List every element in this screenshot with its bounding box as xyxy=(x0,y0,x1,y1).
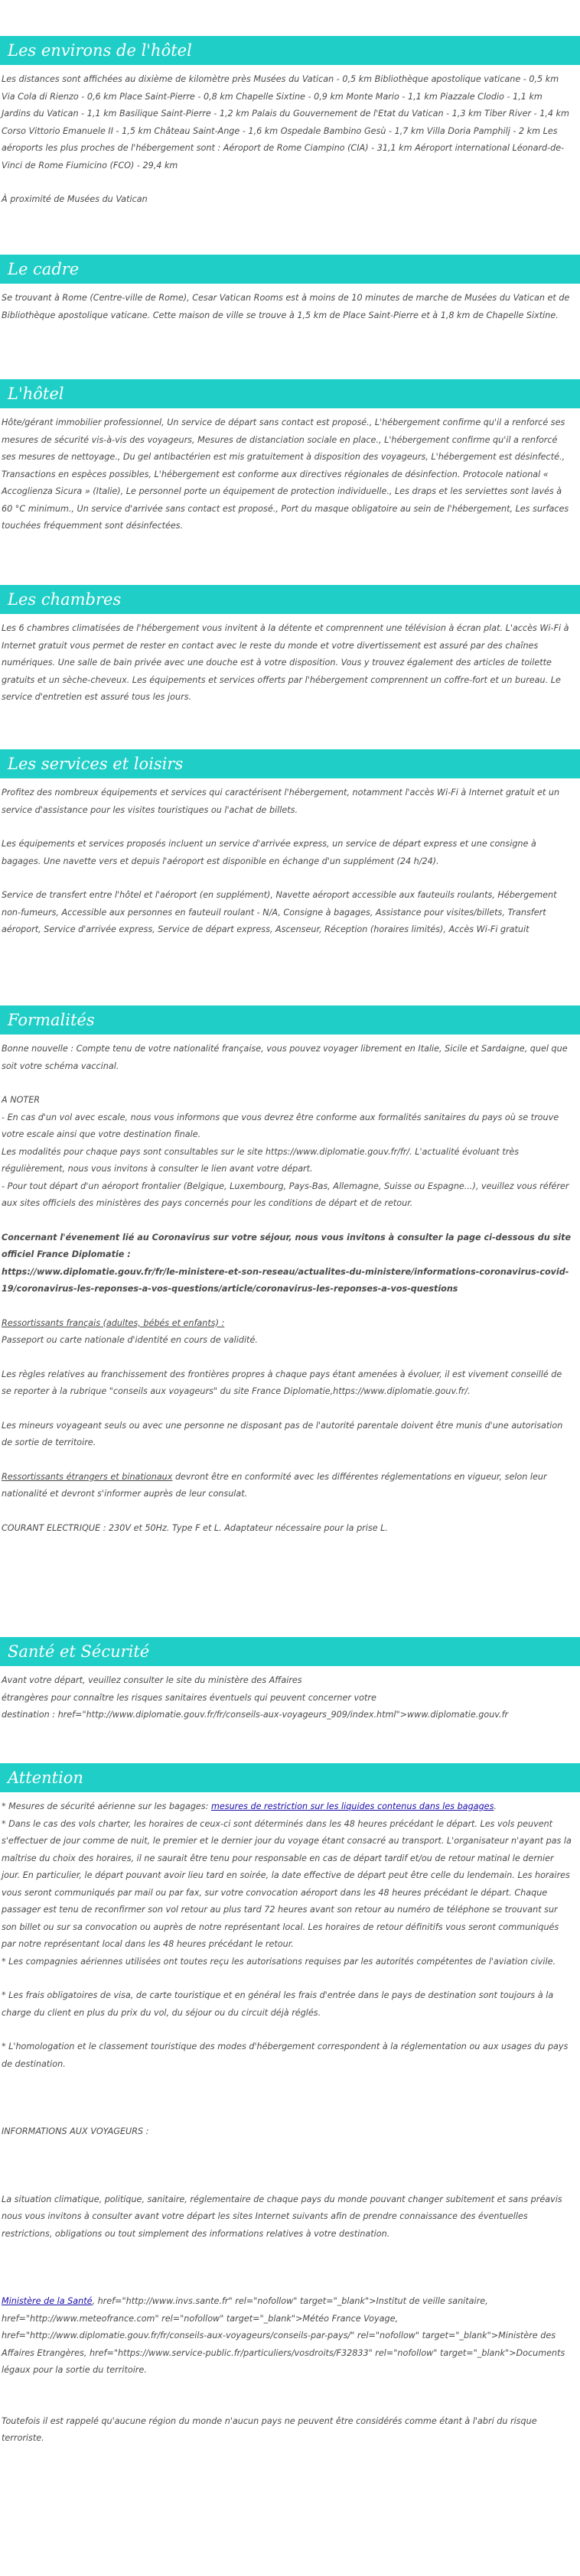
ressortissants-etrangers-text: devront être en conformité avec les différentes réglementations en vigueur, selon leur nationalité et devront s'informer auprès de leur consulat. xyxy=(2,1471,547,1499)
coronavirus-url: https://www.diplomatie.gouv.fr/fr/le-ministere-et-son-reseau/actualites-du-ministere/informations-coronavirus-covid-19/coronavirus-les-reponses-a-vos-questions/article/coronavirus-les-reponses-a-vos-questions xyxy=(2,1266,569,1294)
compagnies-text: * Les compagnies aériennes utilisées ont toutes reçu les autorisations requises par les autorités compétentes de l'aviation civile. xyxy=(2,1956,556,1967)
infos-voyageurs-heading: INFORMATIONS AUX VOYAGEURS : xyxy=(2,2126,149,2136)
terrorisme-text: Toutefois il est rappelé qu'aucune région du monde n'aucun pays ne peuvent être considérés comme étant à l'abri du risque terroriste. xyxy=(2,2415,537,2443)
cadre-text: Se trouvant à Rome (Centre-ville de Rome), Cesar Vatican Rooms est à moins de 10 minutes de marche de Musées du Vatican et de Bibliothèque apostolique vaticane. Cette maison de ville se trouve à 1,5 km de Place Saint-Pierre et à 1,8 km de Chapelle Sixtine. xyxy=(2,293,570,320)
section-title: Les services et loisirs xyxy=(0,749,580,778)
proximity-text: À proximité de Musées du Vatican xyxy=(2,194,148,204)
regles-frontieres: Les règles relatives au franchissement des frontières propres à chaque pays étant amenées à évoluer, il est vivement conseillé de se reporter à la rubrique "conseils aux voyageurs" du site France Diplomatie,https://www.diplomatie.gouv.fr/. xyxy=(2,1369,562,1396)
frais-text: * Les frais obligatoires de visa, de carte touristique et en général les frais d'entrée dans le pays de destination sont toujours à la charge du client en plus du prix du vol, du séjour ou du circuit déjà réglés. xyxy=(2,1990,554,2018)
section-title: Le cadre xyxy=(0,255,580,284)
consulter-text: nous vous invitons à consulter avant votre départ les sites Internet suivants afin de prendre connaissance des éventuelles restrictions, obligations ou tout simplement des informations relatives à votre destination. xyxy=(2,2211,528,2239)
courant-electrique: COURANT ELECTRIQUE : 230V et 50Hz. Type F et L. Adaptateur nécessaire pour la prise L. xyxy=(2,1522,388,1533)
liquides-restriction-link[interactable]: mesures de restriction sur les liquides contenus dans les bagages xyxy=(210,1801,494,1811)
situation-text: La situation climatique, politique, sanitaire, réglementaire de chaque pays du monde pouvant changer subitement et sans préavis xyxy=(2,2194,562,2204)
sante-line-2: étrangères pour connaître les risques sanitaires éventuels qui peuvent concerner votre xyxy=(2,1692,376,1703)
formalites-good-news: Bonne nouvelle : Compte tenu de votre nationalité française, vous pouvez voyager librement en Italie, Sicile et Sardaigne, quel que soit votre schéma vaccinal. xyxy=(2,1044,568,1071)
note-escale: - En cas d'un vol avec escale, nous vous informons que vous devrez être conforme aux formalités sanitaires du pays où se trouve votre escale ainsi que votre destination finale. xyxy=(2,1112,559,1139)
homologation-text: * L'homologation et le classement touristique des modes d'hébergement correspondent à la réglementation ou aux usages du pays de destination. xyxy=(2,2042,569,2069)
sante-line-3: destination : href="http://www.diplomatie.gouv.fr/fr/conseils-aux-voyageurs_909/index.html">www.diplomatie.gouv.fr xyxy=(2,1710,509,1720)
mineurs-text: Les mineurs voyageant seuls ou avec une personne ne disposant pas de l'autorité parentale doivent être munis d'une autorisation de sortie de territoire. xyxy=(2,1420,563,1447)
bagages-text: * Mesures de sécurité aérienne sur les bagages: xyxy=(2,1801,211,1811)
note-heading: A NOTER xyxy=(2,1095,41,1105)
note-modalites: Les modalités pour chaque pays sont consultables sur le site https://www.diplomatie.gouv.fr/fr/. L'actualité évoluant très régulièrement, nous vous invitons à consulter le lien avant votre départ. xyxy=(2,1146,520,1174)
section-services xyxy=(0,749,580,939)
services-text-1: Profitez des nombreux équipements et services qui caractérisent l'hébergement, notamment l'accès Wi-Fi à Internet gratuit et un service d'assistance pour les visites touristiques ou l'achat de billets. xyxy=(2,788,560,815)
ressortissants-etrangers-heading: Ressortissants étrangers et binationaux xyxy=(2,1471,173,1482)
coronavirus-notice: Concernant l'évenement lié au Coronavirus sur votre séjour, nous vous invitons à consulter la page ci-dessous du site officiel France Diplomatie : xyxy=(2,1232,572,1259)
services-text-2: Les équipements et services proposés incluent un service d'arrivée express, un service de départ express et une consigne à bagages. Une navette vers et depuis l'aéroport est disponible en échange d'un supplément (24 h/24). xyxy=(2,839,536,866)
distances-text: Les distances sont affichées au dixième de kilomètre près Musées du Vatican - 0,5 km Bibliothèque apostolique vaticane - 0,5 km Via Cola di Rienzo - 0,6 km Place Saint-Pierre - 0,8 km Chapelle Sixtine - 0,9 km Monte Mario - 1,1 km Piazzale Clodio - 1,1 km Jardins du Vatican - 1,1 km Basilique Saint-Pierre - 1,2 km Palais du Gouvernement de l'Etat du Vatican - 1,3 km Tiber River - 1,4 km Corso Vittorio Emanuele II - 1,5 km Château Saint-Ange - 1,6 km Ospedale Bambino Gesù - 1,7 km Villa Doria Pamphilj - 2 km Les aéroports les plus proches de l'hébergement sont : Aéroport de Rome Ciampino (CIA) - 31,1 km Aéroport international Léonard-de-Vinci de Rome Fiumicino (FCO) - 29,4 km xyxy=(2,74,569,171)
section-environs xyxy=(0,36,580,209)
section-hotel xyxy=(0,379,580,535)
section-title: Formalités xyxy=(0,1005,580,1035)
hotel-text: Hôte/gérant immobilier professionnel, Un service de départ sans contact est proposé., L'hébergement confirme qu'il a renforcé ses mesures de sécurité vis-à-vis des voyageurs, Mesures de distanciation sociale en place., L'hébergement confirme qu'il a renforcé ses mesures de nettoyage., Du gel antibactérien est mis gratuitement à disposition des voyageurs, L'hébergement est désinfecté., Transactions en espèces possibles, L'hébergement est conforme aux directives régionales de désinfection. Protocole national « Accoglienza Sicura » (Italie), Le personnel porte un équipement de protection individuelle., Les draps et les serviettes sont lavés à 60 °C minimum., Un service d'arrivée sans contact est proposé., Port du masque obligatoire au sein de l'hébergement, Les surfaces touchées fréquemment sont désinfectées. xyxy=(2,417,569,531)
section-title: Les chambres xyxy=(0,585,580,614)
section-title: Santé et Sécurité xyxy=(0,1637,580,1666)
section-title: L'hôtel xyxy=(0,379,580,408)
ressortissants-francais-heading: Ressortissants français (adultes, bébés et enfants) : xyxy=(2,1317,225,1328)
chambres-text: Les 6 chambres climatisées de l'hébergement vous invitent à la détente et comprennent une télévision à écran plat. L'accès Wi-Fi à Internet gratuit vous permet de rester en contact avec le reste du monde et votre divertissement est assuré par des chaînes numériques. Une salle de bain privée avec une douche est à votre disposition. Vous y trouvez également des articles de toilette gratuits et un sèche-cheveux. Les équipements et services offerts par l'hébergement comprennent un coffre-fort et un bureau. Le service d'entretien est assuré tous les jours. xyxy=(2,623,569,702)
section-cadre xyxy=(0,255,580,324)
sante-line-1: Avant votre départ, veuillez consulter le site du ministère des Affaires xyxy=(2,1675,302,1685)
vols-charter-text: * Dans le cas des vols charter, les horaires de ceux-ci sont déterminés dans les 48 heures précédant le départ. Les vols peuvent s'effectuer de jour comme de nuit, le premier et le dernier jour du voyage étant consacré au transport. L'organisateur n'ayant pas la maîtrise du choix des horaires, il ne saurait être tenu pour responsable en cas de départ tardif et/ou de retour matinal le dernier jour. En particulier, le départ pouvant avoir lieu tard en soirée, la date effective de départ peut être celle du lendemain. Les horaires vous seront communiqués par mail ou par fax, sur votre convocation aéroport dans les 48 heures précédant le départ. Chaque passager est tenu de reconfirmer son vol retour au plus tard 72 heures avant son retour au numéro de téléphone se trouvant sur son billet ou sur sa convocation ou auprès de notre représentant local. Les horaires de retour définitifs vous seront communiqués par notre représentant local dans les 48 heures précédant le retour. xyxy=(2,1818,572,1949)
note-aeroport-frontalier: - Pour tout départ d'un aéroport frontalier (Belgique, Luxembourg, Pays-Bas, Allemagne, Suisse ou Espagne...), veuillez vous référer aux sites officiels des ministères des pays concernés pour les conditions de départ et de retour. xyxy=(2,1181,569,1208)
section-title: Les environs de l'hôtel xyxy=(0,36,580,65)
section-chambres xyxy=(0,585,580,707)
ressortissants-francais-text: Passeport ou carte nationale d'identité en cours de validité. xyxy=(2,1335,258,1345)
ministere-sante-link[interactable]: Ministère de la Santé xyxy=(2,2296,93,2306)
section-formalites xyxy=(0,1005,580,1537)
section-title: Attention xyxy=(0,1763,580,1792)
section-attention: Attention * Mesures de sécurité aérienne sur les bagages: mesures de restriction sur les liquides contenus dans les bagages. * Dans le cas des vols charter, les horaires de ceux-ci sont déterminés dans les 48 heures précédant le départ. Les vols peuvent s'effectuer de jour comme de nuit, le premier et le dernier jour du voyage étant consacré au transport. L'organisateur n'ayant pas la maîtrise du choix des horaires, il ne saurait être tenu pour responsable en cas de départ tardif et/ou de retour matinal le dernier jour. En particulier, le départ pouvant avoir lieu tard en soirée, la date effective de départ peut être celle du lendemain. Les horaires vous seront communiqués par mail ou par fax, sur votre convocation aéroport dans les 48 heures précédant le départ. Chaque passager est tenu de reconfirmer son vol retour au plus tard 72 heures avant son retour au numéro de téléphone se trouvant sur son billet ou sur sa convocation ou auprès de notre représentant local. Les horaires de retour définitifs vous seront communiqués par notre représentant local dans les 48 heures précédant le retour. * Les compagnies aériennes utilisées ont toutes reçu les autorisations requises par les autorités compétentes de l'aviation civile. * Les frais obligatoires de visa, de carte touristique et en général les frais d'entrée dans le pays de destination sont toujours à la charge du client en plus du prix du vol, du séjour ou du circuit déjà réglés. * L'homologation et le classement touristique des modes d'hébergement correspondent à la réglementation ou aux usages du pays de destination. INFORMATIONS AUX VOYAGEURS : La situation climatique, politique, sanitaire, réglementaire de chaque pays du monde pouvant changer subitement et sans préavis nous vous invitons à consulter avant votre départ les sites Internet suivants afin de prendre connaissance des éventuelles restrictions, obligations ou tout simplement des informations relatives à votre destination. Ministère de la Santé, href="http://www.invs.sante.fr" rel="nofollow" target="_blank">Institut de veille sanitaire, href="http://www.meteofrance.com" rel="nofollow" target="_blank">Météo France Voyage, href="http://www.diplomatie.gouv.fr/fr/conseils-aux-voyageurs/conseils-par-pays/" rel="nofollow" target="_blank">Ministère des Affaires Etrangères, href="https://www.service-public.fr/particuliers/vosdroits/F32833" rel="nofollow" target="_blank">Documents légaux pour la sortie du territoire. Toutefois il est rappelé qu'aucune région du monde n'aucun pays ne peuvent être considérés comme étant à l'abri du risque terroriste. xyxy=(0,1763,580,2448)
section-sante xyxy=(0,1637,580,1724)
liens-utiles-text: , href="http://www.invs.sante.fr" rel="nofollow" target="_blank">Institut de veille sanitaire, href="http://www.meteofrance.com" rel="nofollow" target="_blank">Météo France Voyage, href="http://www.diplomatie.gouv.fr/fr/conseils-aux-voyageurs/conseils-par-pays/" rel="nofollow" target="_blank">Ministère des Affaires Etrangères, href="https://www.service-public.fr/particuliers/vosdroits/F32833" rel="nofollow" target="_blank">Documents légaux pour la sortie du territoire. xyxy=(2,2296,565,2375)
services-text-3: Service de transfert entre l'hôtel et l'aéroport (en supplément), Navette aéroport accessible aux fauteuils roulants, Hébergement non-fumeurs, Accessible aux personnes en fauteuil roulant - N/A, Consigne à bagages, Assistance pour visites/billets, Transfert aéroport, Service d'arrivée express, Service de départ express, Ascenseur, Réception (horaires limités), Accès Wi-Fi gratuit xyxy=(2,890,557,934)
